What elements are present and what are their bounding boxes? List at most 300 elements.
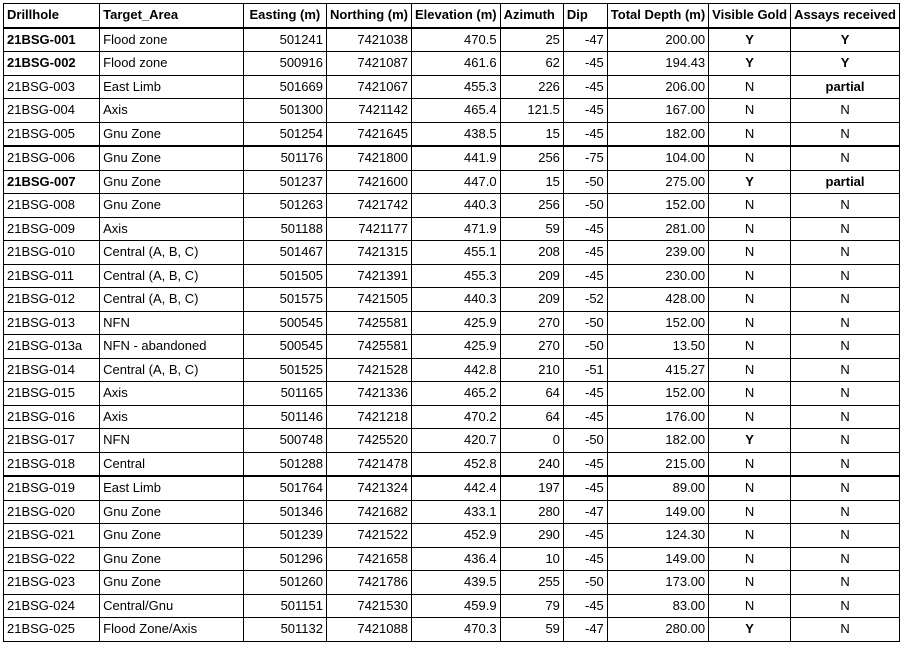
cell-dip: -45 — [563, 476, 607, 500]
cell-total-depth: 280.00 — [607, 618, 708, 642]
cell-azimuth: 59 — [500, 618, 563, 642]
cell-easting: 501764 — [243, 476, 326, 500]
cell-dip: -45 — [563, 241, 607, 265]
cell-total-depth: 124.30 — [607, 524, 708, 548]
cell-visible-gold: Y — [709, 170, 791, 194]
cell-drillhole: 21BSG-004 — [4, 99, 100, 123]
table-row — [4, 476, 900, 500]
cell-drillhole: 21BSG-011 — [4, 264, 100, 288]
cell-elevation: 465.4 — [411, 99, 500, 123]
cell-azimuth: 209 — [500, 288, 563, 312]
cell-elevation: 455.3 — [411, 264, 500, 288]
table-row — [4, 571, 900, 595]
cell-total-depth: 281.00 — [607, 217, 708, 241]
cell-total-depth: 89.00 — [607, 476, 708, 500]
cell-total-depth: 182.00 — [607, 429, 708, 453]
cell-total-depth: 83.00 — [607, 594, 708, 618]
cell-easting: 501146 — [243, 405, 326, 429]
cell-azimuth: 64 — [500, 405, 563, 429]
cell-northing: 7421088 — [326, 618, 411, 642]
cell-dip: -45 — [563, 547, 607, 571]
cell-azimuth: 256 — [500, 146, 563, 170]
cell-elevation: 440.3 — [411, 194, 500, 218]
header-visible-gold: Visible Gold — [709, 4, 791, 28]
cell-azimuth: 25 — [500, 28, 563, 52]
cell-easting: 501241 — [243, 28, 326, 52]
cell-total-depth: 104.00 — [607, 146, 708, 170]
cell-visible-gold: N — [709, 524, 791, 548]
cell-dip: -50 — [563, 311, 607, 335]
table-row — [4, 429, 900, 453]
cell-elevation: 465.2 — [411, 382, 500, 406]
cell-target-area: Axis — [100, 99, 244, 123]
cell-target-area: Axis — [100, 405, 244, 429]
cell-azimuth: 209 — [500, 264, 563, 288]
cell-visible-gold: N — [709, 500, 791, 524]
cell-visible-gold: N — [709, 194, 791, 218]
cell-drillhole: 21BSG-023 — [4, 571, 100, 595]
cell-total-depth: 415.27 — [607, 358, 708, 382]
cell-drillhole: 21BSG-022 — [4, 547, 100, 571]
cell-drillhole: 21BSG-003 — [4, 75, 100, 99]
cell-northing: 7421038 — [326, 28, 411, 52]
cell-northing: 7421505 — [326, 288, 411, 312]
cell-target-area: Central (A, B, C) — [100, 358, 244, 382]
cell-total-depth: 215.00 — [607, 452, 708, 476]
table-row — [4, 524, 900, 548]
cell-assays-received: N — [791, 311, 900, 335]
cell-visible-gold: N — [709, 335, 791, 359]
cell-easting: 501237 — [243, 170, 326, 194]
cell-total-depth: 239.00 — [607, 241, 708, 265]
table-row — [4, 335, 900, 359]
cell-target-area: Gnu Zone — [100, 146, 244, 170]
table-row — [4, 358, 900, 382]
cell-dip: -45 — [563, 405, 607, 429]
cell-drillhole: 21BSG-013a — [4, 335, 100, 359]
cell-elevation: 470.3 — [411, 618, 500, 642]
cell-azimuth: 226 — [500, 75, 563, 99]
cell-total-depth: 13.50 — [607, 335, 708, 359]
cell-dip: -45 — [563, 524, 607, 548]
cell-drillhole: 21BSG-001 — [4, 28, 100, 52]
table-body — [4, 28, 900, 642]
cell-drillhole: 21BSG-007 — [4, 170, 100, 194]
cell-dip: -45 — [563, 382, 607, 406]
cell-assays-received: N — [791, 618, 900, 642]
cell-total-depth: 149.00 — [607, 500, 708, 524]
cell-target-area: Flood zone — [100, 52, 244, 76]
cell-elevation: 425.9 — [411, 335, 500, 359]
table-row — [4, 452, 900, 476]
cell-target-area: Gnu Zone — [100, 547, 244, 571]
cell-elevation: 440.3 — [411, 288, 500, 312]
header-azimuth: Azimuth — [500, 4, 563, 28]
cell-visible-gold: N — [709, 288, 791, 312]
cell-target-area: NFN - abandoned — [100, 335, 244, 359]
cell-total-depth: 275.00 — [607, 170, 708, 194]
cell-target-area: East Limb — [100, 476, 244, 500]
cell-azimuth: 197 — [500, 476, 563, 500]
cell-elevation: 425.9 — [411, 311, 500, 335]
table-row — [4, 382, 900, 406]
cell-dip: -45 — [563, 122, 607, 146]
cell-elevation: 420.7 — [411, 429, 500, 453]
cell-easting: 501165 — [243, 382, 326, 406]
cell-target-area: East Limb — [100, 75, 244, 99]
cell-assays-received: N — [791, 335, 900, 359]
cell-dip: -45 — [563, 217, 607, 241]
cell-target-area: Axis — [100, 382, 244, 406]
cell-drillhole: 21BSG-009 — [4, 217, 100, 241]
cell-dip: -50 — [563, 194, 607, 218]
cell-drillhole: 21BSG-020 — [4, 500, 100, 524]
cell-assays-received: N — [791, 571, 900, 595]
cell-drillhole: 21BSG-016 — [4, 405, 100, 429]
cell-elevation: 441.9 — [411, 146, 500, 170]
cell-azimuth: 290 — [500, 524, 563, 548]
cell-assays-received: N — [791, 358, 900, 382]
cell-drillhole: 21BSG-024 — [4, 594, 100, 618]
cell-total-depth: 176.00 — [607, 405, 708, 429]
cell-azimuth: 0 — [500, 429, 563, 453]
table-row — [4, 288, 900, 312]
cell-northing: 7425581 — [326, 311, 411, 335]
cell-visible-gold: N — [709, 571, 791, 595]
cell-drillhole: 21BSG-013 — [4, 311, 100, 335]
cell-northing: 7421067 — [326, 75, 411, 99]
cell-drillhole: 21BSG-002 — [4, 52, 100, 76]
header-northing: Northing (m) — [326, 4, 411, 28]
cell-drillhole: 21BSG-021 — [4, 524, 100, 548]
cell-assays-received: N — [791, 524, 900, 548]
cell-drillhole: 21BSG-008 — [4, 194, 100, 218]
cell-visible-gold: N — [709, 264, 791, 288]
cell-northing: 7421600 — [326, 170, 411, 194]
table-row — [4, 28, 900, 52]
cell-target-area: NFN — [100, 311, 244, 335]
cell-total-depth: 206.00 — [607, 75, 708, 99]
cell-dip: -47 — [563, 618, 607, 642]
cell-easting: 501467 — [243, 241, 326, 265]
cell-azimuth: 15 — [500, 122, 563, 146]
cell-total-depth: 182.00 — [607, 122, 708, 146]
cell-easting: 501505 — [243, 264, 326, 288]
cell-dip: -45 — [563, 452, 607, 476]
cell-assays-received: N — [791, 429, 900, 453]
cell-assays-received: N — [791, 194, 900, 218]
cell-target-area: Gnu Zone — [100, 194, 244, 218]
table-row — [4, 75, 900, 99]
cell-northing: 7421142 — [326, 99, 411, 123]
cell-drillhole: 21BSG-015 — [4, 382, 100, 406]
cell-azimuth: 255 — [500, 571, 563, 595]
table-row — [4, 170, 900, 194]
cell-northing: 7421786 — [326, 571, 411, 595]
cell-easting: 501188 — [243, 217, 326, 241]
cell-visible-gold: Y — [709, 52, 791, 76]
cell-azimuth: 62 — [500, 52, 563, 76]
cell-assays-received: partial — [791, 170, 900, 194]
cell-elevation: 439.5 — [411, 571, 500, 595]
cell-visible-gold: N — [709, 311, 791, 335]
cell-visible-gold: N — [709, 217, 791, 241]
cell-visible-gold: Y — [709, 429, 791, 453]
cell-azimuth: 270 — [500, 311, 563, 335]
cell-visible-gold: Y — [709, 618, 791, 642]
cell-northing: 7421528 — [326, 358, 411, 382]
cell-azimuth: 240 — [500, 452, 563, 476]
cell-northing: 7421391 — [326, 264, 411, 288]
cell-easting: 500545 — [243, 311, 326, 335]
cell-target-area: Gnu Zone — [100, 524, 244, 548]
cell-azimuth: 59 — [500, 217, 563, 241]
cell-azimuth: 270 — [500, 335, 563, 359]
cell-easting: 501525 — [243, 358, 326, 382]
cell-northing: 7421315 — [326, 241, 411, 265]
cell-assays-received: N — [791, 500, 900, 524]
cell-dip: -47 — [563, 500, 607, 524]
cell-elevation: 442.8 — [411, 358, 500, 382]
cell-total-depth: 194.43 — [607, 52, 708, 76]
cell-northing: 7421478 — [326, 452, 411, 476]
cell-elevation: 455.1 — [411, 241, 500, 265]
cell-visible-gold: Y — [709, 28, 791, 52]
header-total-depth: Total Depth (m) — [607, 4, 708, 28]
cell-dip: -45 — [563, 594, 607, 618]
cell-dip: -50 — [563, 335, 607, 359]
cell-northing: 7421682 — [326, 500, 411, 524]
table-row — [4, 146, 900, 170]
cell-easting: 501132 — [243, 618, 326, 642]
table-row — [4, 500, 900, 524]
cell-azimuth: 256 — [500, 194, 563, 218]
cell-easting: 500748 — [243, 429, 326, 453]
header-dip: Dip — [563, 4, 607, 28]
table-row — [4, 405, 900, 429]
cell-target-area: Axis — [100, 217, 244, 241]
cell-visible-gold: N — [709, 146, 791, 170]
cell-dip: -45 — [563, 264, 607, 288]
cell-total-depth: 152.00 — [607, 311, 708, 335]
cell-northing: 7421177 — [326, 217, 411, 241]
cell-visible-gold: N — [709, 594, 791, 618]
table-row — [4, 194, 900, 218]
cell-target-area: Gnu Zone — [100, 500, 244, 524]
cell-northing: 7421324 — [326, 476, 411, 500]
cell-total-depth: 173.00 — [607, 571, 708, 595]
cell-easting: 501239 — [243, 524, 326, 548]
table-row — [4, 52, 900, 76]
cell-assays-received: N — [791, 122, 900, 146]
cell-azimuth: 79 — [500, 594, 563, 618]
table-row — [4, 217, 900, 241]
cell-assays-received: N — [791, 146, 900, 170]
header-assays-received: Assays received — [791, 4, 900, 28]
cell-elevation: 442.4 — [411, 476, 500, 500]
cell-easting: 501575 — [243, 288, 326, 312]
cell-northing: 7421645 — [326, 122, 411, 146]
table-row — [4, 99, 900, 123]
cell-drillhole: 21BSG-012 — [4, 288, 100, 312]
drillhole-table-container — [3, 3, 900, 642]
cell-dip: -45 — [563, 75, 607, 99]
cell-target-area: Gnu Zone — [100, 122, 244, 146]
cell-total-depth: 230.00 — [607, 264, 708, 288]
cell-northing: 7421742 — [326, 194, 411, 218]
cell-drillhole: 21BSG-005 — [4, 122, 100, 146]
header-drillhole: Drillhole — [4, 4, 100, 28]
cell-target-area: Central (A, B, C) — [100, 264, 244, 288]
cell-visible-gold: N — [709, 358, 791, 382]
header-easting: Easting (m) — [243, 4, 326, 28]
cell-drillhole: 21BSG-014 — [4, 358, 100, 382]
cell-dip: -50 — [563, 170, 607, 194]
header-target-area: Target_Area — [100, 4, 244, 28]
cell-easting: 501288 — [243, 452, 326, 476]
cell-visible-gold: N — [709, 382, 791, 406]
header-row — [4, 4, 900, 28]
cell-target-area: Gnu Zone — [100, 170, 244, 194]
drillhole-table — [3, 3, 900, 642]
cell-visible-gold: N — [709, 452, 791, 476]
cell-total-depth: 149.00 — [607, 547, 708, 571]
cell-assays-received: N — [791, 241, 900, 265]
cell-elevation: 452.9 — [411, 524, 500, 548]
cell-assays-received: partial — [791, 75, 900, 99]
table-row — [4, 264, 900, 288]
cell-azimuth: 121.5 — [500, 99, 563, 123]
cell-northing: 7421658 — [326, 547, 411, 571]
cell-total-depth: 152.00 — [607, 194, 708, 218]
cell-visible-gold: N — [709, 405, 791, 429]
cell-visible-gold: N — [709, 75, 791, 99]
cell-elevation: 452.8 — [411, 452, 500, 476]
cell-northing: 7421522 — [326, 524, 411, 548]
cell-azimuth: 64 — [500, 382, 563, 406]
cell-azimuth: 10 — [500, 547, 563, 571]
cell-easting: 501300 — [243, 99, 326, 123]
cell-northing: 7425581 — [326, 335, 411, 359]
cell-assays-received: N — [791, 382, 900, 406]
cell-elevation: 447.0 — [411, 170, 500, 194]
cell-visible-gold: N — [709, 547, 791, 571]
cell-target-area: Central (A, B, C) — [100, 241, 244, 265]
cell-dip: -52 — [563, 288, 607, 312]
cell-elevation: 461.6 — [411, 52, 500, 76]
cell-dip: -50 — [563, 429, 607, 453]
cell-dip: -75 — [563, 146, 607, 170]
cell-elevation: 433.1 — [411, 500, 500, 524]
table-row — [4, 594, 900, 618]
cell-target-area: Central/Gnu — [100, 594, 244, 618]
cell-target-area: Central — [100, 452, 244, 476]
cell-easting: 501346 — [243, 500, 326, 524]
cell-assays-received: N — [791, 547, 900, 571]
table-row — [4, 311, 900, 335]
cell-visible-gold: N — [709, 99, 791, 123]
cell-dip: -45 — [563, 99, 607, 123]
cell-azimuth: 280 — [500, 500, 563, 524]
table-row — [4, 241, 900, 265]
cell-target-area: Flood Zone/Axis — [100, 618, 244, 642]
cell-elevation: 470.5 — [411, 28, 500, 52]
cell-assays-received: Y — [791, 52, 900, 76]
cell-dip: -47 — [563, 28, 607, 52]
cell-northing: 7421218 — [326, 405, 411, 429]
cell-assays-received: N — [791, 99, 900, 123]
cell-assays-received: N — [791, 288, 900, 312]
cell-assays-received: N — [791, 476, 900, 500]
cell-easting: 500545 — [243, 335, 326, 359]
cell-northing: 7421336 — [326, 382, 411, 406]
cell-total-depth: 428.00 — [607, 288, 708, 312]
cell-drillhole: 21BSG-010 — [4, 241, 100, 265]
cell-elevation: 459.9 — [411, 594, 500, 618]
cell-northing: 7421800 — [326, 146, 411, 170]
cell-elevation: 471.9 — [411, 217, 500, 241]
cell-azimuth: 210 — [500, 358, 563, 382]
cell-assays-received: N — [791, 594, 900, 618]
table-row — [4, 618, 900, 642]
table-header — [4, 4, 900, 28]
cell-assays-received: N — [791, 452, 900, 476]
cell-dip: -50 — [563, 571, 607, 595]
cell-easting: 501263 — [243, 194, 326, 218]
cell-easting: 501296 — [243, 547, 326, 571]
cell-assays-received: N — [791, 405, 900, 429]
cell-target-area: Gnu Zone — [100, 571, 244, 595]
cell-azimuth: 15 — [500, 170, 563, 194]
table-row — [4, 122, 900, 146]
cell-northing: 7425520 — [326, 429, 411, 453]
cell-elevation: 455.3 — [411, 75, 500, 99]
cell-visible-gold: N — [709, 122, 791, 146]
cell-easting: 500916 — [243, 52, 326, 76]
header-elevation: Elevation (m) — [411, 4, 500, 28]
cell-northing: 7421530 — [326, 594, 411, 618]
cell-dip: -51 — [563, 358, 607, 382]
table-row — [4, 547, 900, 571]
cell-elevation: 436.4 — [411, 547, 500, 571]
cell-target-area: Central (A, B, C) — [100, 288, 244, 312]
cell-azimuth: 208 — [500, 241, 563, 265]
cell-drillhole: 21BSG-006 — [4, 146, 100, 170]
cell-elevation: 438.5 — [411, 122, 500, 146]
cell-easting: 501254 — [243, 122, 326, 146]
cell-dip: -45 — [563, 52, 607, 76]
cell-visible-gold: N — [709, 476, 791, 500]
cell-drillhole: 21BSG-019 — [4, 476, 100, 500]
cell-assays-received: Y — [791, 28, 900, 52]
cell-easting: 501260 — [243, 571, 326, 595]
cell-easting: 501176 — [243, 146, 326, 170]
cell-visible-gold: N — [709, 241, 791, 265]
cell-assays-received: N — [791, 217, 900, 241]
cell-assays-received: N — [791, 264, 900, 288]
cell-target-area: Flood zone — [100, 28, 244, 52]
cell-drillhole: 21BSG-018 — [4, 452, 100, 476]
cell-easting: 501151 — [243, 594, 326, 618]
cell-northing: 7421087 — [326, 52, 411, 76]
cell-easting: 501669 — [243, 75, 326, 99]
cell-total-depth: 200.00 — [607, 28, 708, 52]
cell-total-depth: 167.00 — [607, 99, 708, 123]
cell-drillhole: 21BSG-025 — [4, 618, 100, 642]
cell-drillhole: 21BSG-017 — [4, 429, 100, 453]
cell-total-depth: 152.00 — [607, 382, 708, 406]
cell-elevation: 470.2 — [411, 405, 500, 429]
